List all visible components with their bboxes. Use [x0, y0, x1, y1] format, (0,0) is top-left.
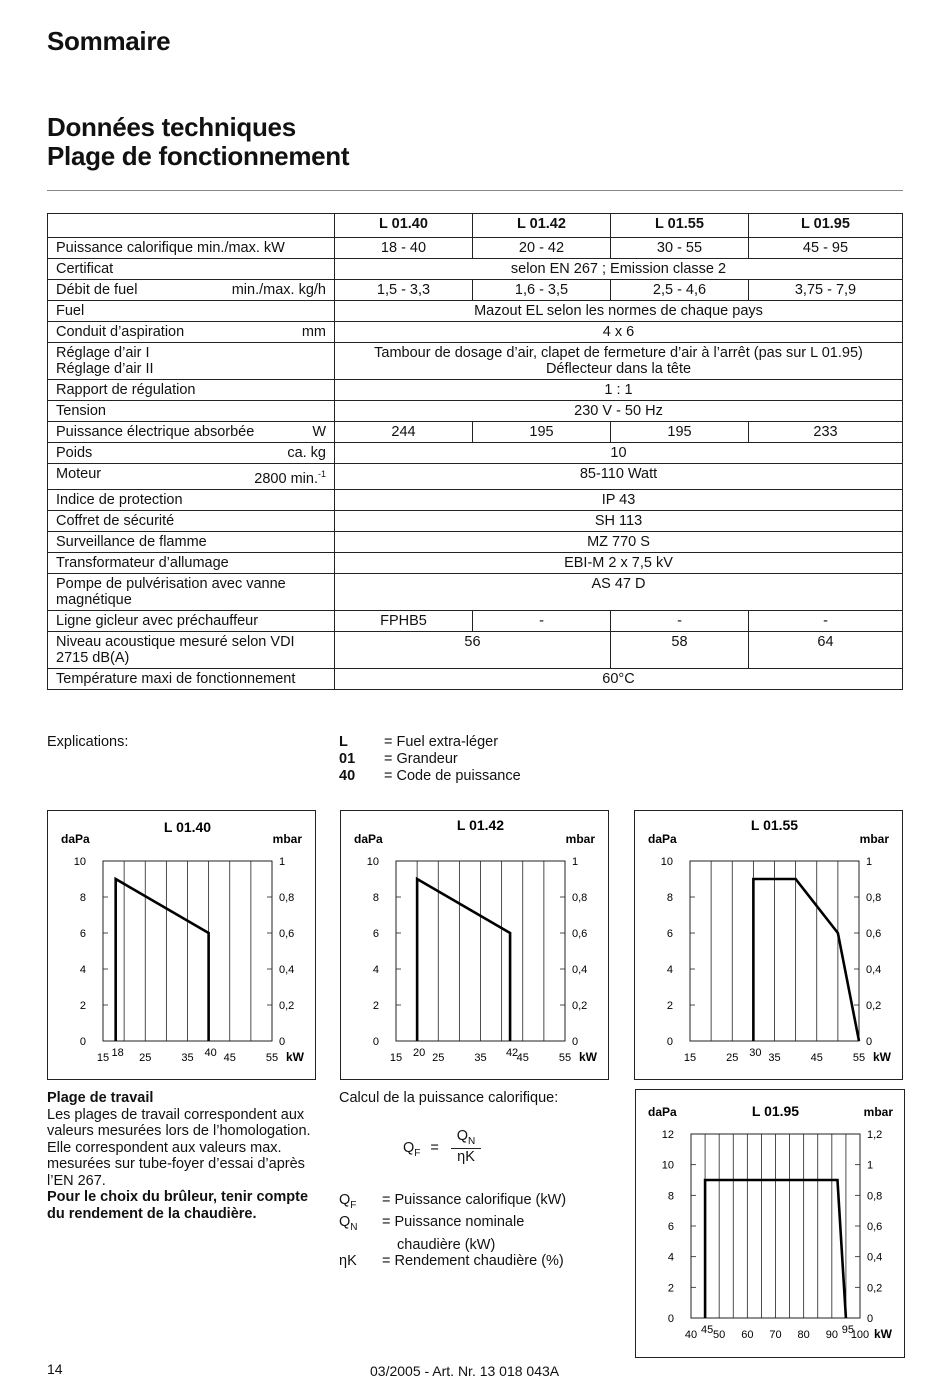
series-line — [417, 879, 510, 1041]
span-cell — [335, 668, 903, 689]
table-row — [48, 280, 903, 301]
y-tick-label-right: 0,4 — [572, 964, 588, 976]
row-label-cell — [48, 401, 335, 422]
x-tick-label: 15 — [96, 1052, 110, 1064]
row-label-cell — [48, 464, 335, 490]
row-label-line — [56, 466, 326, 487]
x-axis-label: kW — [579, 1050, 597, 1064]
value-cell: FPHB5 — [335, 610, 473, 631]
x-tick-label: 80 — [797, 1329, 810, 1341]
value-cell: 3,75 - 7,9 — [749, 280, 903, 301]
legend-symbol — [339, 1253, 382, 1270]
row-label-cell — [48, 422, 335, 443]
table-row — [48, 259, 903, 280]
span-text: EBI-M 2 x 7,5 kV — [564, 554, 673, 571]
x-tick-label: 90 — [825, 1329, 838, 1341]
explanations-list — [339, 734, 521, 785]
work-range-title: Plage de travail — [47, 1090, 154, 1106]
row-label: Coffret de sécurité — [56, 512, 175, 529]
chart-l0140 — [47, 810, 316, 1080]
row-label-line — [56, 303, 326, 319]
row-label: Puissance calorifique min./max. kW — [56, 240, 285, 256]
value-cell: - — [473, 610, 611, 631]
chart-svg — [636, 1090, 904, 1357]
x-axis-label: kW — [873, 1050, 891, 1064]
explanation-item — [339, 734, 521, 751]
table-row — [48, 631, 903, 668]
span-text: AS 47 D — [591, 575, 646, 592]
x-tick-label-extra: 40 — [204, 1047, 217, 1059]
row-label-line — [56, 424, 326, 440]
row-label-line — [56, 634, 326, 650]
work-range-text — [47, 1090, 327, 1222]
row-label: Niveau acoustique mesuré selon VDI — [56, 633, 295, 650]
y-tick-label-left: 10 — [366, 856, 379, 868]
row-label-line — [56, 445, 326, 461]
row-label: Poids — [56, 445, 93, 461]
y-tick-label-left: 2 — [79, 1000, 86, 1012]
row-label-line — [56, 282, 326, 298]
value-cell: 195 — [611, 422, 749, 443]
span-cell — [335, 443, 903, 464]
x-tick-label: 15 — [683, 1052, 697, 1064]
span-text: MZ 770 S — [587, 533, 650, 550]
row-unit-text: min./max. kg/h — [231, 282, 326, 298]
y-tick-label-right: 0,6 — [279, 928, 295, 940]
y-tick-label-right: 1,2 — [867, 1129, 883, 1141]
row-label-cell — [48, 668, 335, 689]
span-text: 1 : 1 — [604, 382, 633, 398]
span-text: selon EN 267 ; Emission classe 2 — [510, 261, 727, 277]
span-text: 85-110 Watt — [579, 466, 658, 482]
span-text: IP 43 — [601, 491, 636, 508]
value-cell: 244 — [335, 422, 473, 443]
page-number: 14 — [47, 1361, 63, 1377]
span-cell — [335, 301, 903, 322]
x-tick-label: 55 — [558, 1052, 572, 1064]
row-label-cell — [48, 610, 335, 631]
row-label-cell — [48, 343, 335, 380]
span-cell — [335, 259, 903, 280]
y-tick-label-right: 0,8 — [572, 892, 588, 904]
row-label-cell — [48, 573, 335, 610]
chart-svg — [635, 811, 902, 1079]
row-label: Conduit d’aspiration — [56, 324, 185, 340]
row-label: Réglage d’air I — [56, 345, 150, 361]
x-tick-label: 40 — [684, 1329, 698, 1341]
table-row — [48, 343, 903, 380]
span-cell — [335, 489, 903, 510]
row-label-line — [56, 613, 326, 629]
table-row — [48, 238, 903, 259]
y-tick-label-left: 0 — [666, 1036, 673, 1048]
row-unit — [302, 324, 326, 340]
chart-title: L 01.55 — [750, 817, 799, 833]
row-label-2: magnétique — [56, 591, 132, 608]
value-cell: - — [749, 610, 903, 631]
model-header: L 01.95 — [749, 214, 903, 238]
chart-title: L 01.95 — [751, 1103, 800, 1119]
page-title-line1: Données techniques — [47, 112, 296, 142]
table-row — [48, 422, 903, 443]
y-tick-label-right: 0,8 — [866, 892, 882, 904]
span-text: 10 — [610, 445, 627, 461]
y-tick-label-right: 0,2 — [572, 1000, 588, 1012]
y-tick-label-right: 0,4 — [279, 964, 295, 976]
chart-l0195 — [635, 1089, 905, 1358]
section-title: Sommaire — [47, 26, 171, 56]
chart-svg — [341, 811, 608, 1079]
work-range-note: Pour le choix du brûleur, tenir compte du rendement de la chaudière. — [47, 1189, 309, 1222]
span-cell — [335, 464, 903, 490]
legend-text: = Puissance nominale — [382, 1214, 525, 1231]
y-tick-label-right: 0,8 — [867, 1190, 883, 1203]
x-tick-label: 60 — [741, 1329, 754, 1341]
row-label: Pompe de pulvérisation avec vanne — [56, 575, 286, 592]
row-unit-text: 2800 min. — [254, 470, 318, 487]
y-tick-label-right: 0 — [866, 1036, 873, 1048]
row-label-line — [56, 403, 326, 419]
row-label-cell — [48, 531, 335, 552]
y-tick-label-left: 10 — [73, 856, 86, 868]
table-row — [48, 610, 903, 631]
row-label-line — [56, 513, 326, 529]
y-tick-label-right: 0,2 — [866, 1000, 882, 1012]
span-cell — [335, 510, 903, 531]
row-unit-sup: -1 — [317, 469, 326, 479]
y-axis-label-left: daPa — [648, 832, 677, 846]
y-tick-label-left: 0 — [667, 1313, 674, 1325]
table-row — [48, 401, 903, 422]
model-header: L 01.55 — [611, 214, 749, 238]
title-divider — [47, 190, 903, 191]
x-tick-label: 55 — [265, 1052, 279, 1064]
row-label-2: 2715 dB(A) — [56, 649, 130, 666]
chart-l0142 — [340, 810, 609, 1080]
y-axis-label-right: mbar — [863, 1105, 893, 1119]
explanation-key: L — [339, 734, 348, 750]
explanation-text: = Grandeur — [384, 751, 458, 767]
value-cell: - — [611, 610, 749, 631]
y-tick-label-left: 6 — [666, 928, 673, 940]
value-cell: 58 — [611, 631, 749, 668]
x-tick-label: 15 — [389, 1052, 403, 1064]
x-tick-label: 45 — [223, 1052, 236, 1064]
value-cell: 233 — [749, 422, 903, 443]
x-tick-label: 45 — [516, 1052, 529, 1064]
series-line — [116, 879, 209, 1041]
table-row — [48, 380, 903, 401]
row-label-2: Réglage d’air II — [56, 361, 154, 377]
row-label-line — [56, 576, 326, 592]
span-text-2: Déflecteur dans la tête — [545, 361, 692, 377]
row-label: Puissance électrique absorbée — [56, 424, 255, 440]
span-text: 4 x 6 — [602, 324, 635, 340]
legend-symbol — [339, 1214, 382, 1236]
row-label: Surveillance de flamme — [56, 533, 207, 550]
row-label: Rapport de régulation — [56, 382, 196, 398]
x-tick-label: 55 — [852, 1052, 866, 1064]
span-text: Tambour de dosage d’air, clapet de fermeture d’air à l’arrêt (pas sur L 01.95) — [374, 345, 863, 361]
y-tick-label-left: 4 — [79, 964, 86, 976]
page-title — [47, 113, 349, 171]
table-row — [48, 489, 903, 510]
legend-sym: Q — [339, 1214, 351, 1231]
x-tick-label: 50 — [713, 1329, 726, 1341]
formula-num: Q — [456, 1128, 469, 1144]
x-tick-label-extra: 18 — [111, 1047, 124, 1059]
explanation-key: 01 — [339, 751, 356, 767]
row-label-cell — [48, 631, 335, 668]
row-label-cell — [48, 380, 335, 401]
value-cell: 30 - 55 — [611, 238, 749, 259]
row-label-line — [56, 261, 326, 277]
value-cell: 56 — [335, 631, 611, 668]
x-tick-label: 35 — [768, 1052, 781, 1064]
chart-title: L 01.40 — [163, 819, 212, 835]
row-label-cell — [48, 259, 335, 280]
y-tick-label-right: 0,6 — [866, 928, 882, 940]
table-row — [48, 668, 903, 689]
value-cell: 1,6 - 3,5 — [473, 280, 611, 301]
y-tick-label-right: 0,2 — [867, 1282, 883, 1295]
span-cell — [335, 531, 903, 552]
chart-l0155 — [634, 810, 903, 1080]
row-label: Transformateur d’allumage — [56, 554, 229, 571]
y-tick-label-left: 2 — [667, 1282, 674, 1295]
table-row — [48, 464, 903, 490]
y-tick-label-left: 2 — [372, 1000, 379, 1012]
x-tick-label-extra: 30 — [749, 1047, 762, 1059]
x-tick-label: 70 — [769, 1329, 782, 1341]
explanation-text: = Fuel extra-léger — [384, 734, 499, 750]
y-axis-label-left: daPa — [61, 832, 90, 846]
span-text: SH 113 — [594, 512, 643, 529]
table-header-row — [48, 214, 903, 238]
row-label-line — [56, 240, 326, 256]
x-axis-label: kW — [286, 1050, 304, 1064]
y-axis-label-right: mbar — [272, 832, 302, 846]
y-tick-label-left: 8 — [79, 892, 86, 904]
row-label: Débit de fuel — [56, 282, 138, 298]
value-cell: 45 - 95 — [749, 238, 903, 259]
table-header-empty — [48, 214, 335, 238]
y-tick-label-left: 4 — [667, 1251, 674, 1264]
legend-sym: Q — [339, 1192, 351, 1208]
y-tick-label-left: 10 — [660, 856, 673, 868]
row-unit-text: mm — [301, 324, 326, 340]
y-tick-label-left: 6 — [667, 1221, 674, 1233]
y-axis-label-left: daPa — [648, 1105, 677, 1119]
x-tick-label: 25 — [432, 1052, 445, 1064]
y-tick-label-left: 4 — [372, 964, 379, 976]
tech-data-table — [47, 213, 903, 690]
row-label-line — [56, 382, 326, 398]
row-label-line — [56, 534, 326, 550]
legend-text: = Rendement chaudière (%) — [382, 1253, 564, 1270]
row-label: Température maxi de fonctionnement — [56, 670, 296, 687]
legend-item-cont — [339, 1237, 566, 1254]
row-unit — [254, 466, 326, 487]
x-tick-label-extra: 42 — [505, 1047, 519, 1059]
model-header: L 01.40 — [335, 214, 473, 238]
y-tick-label-right: 0,2 — [279, 1000, 295, 1012]
y-tick-label-left: 0 — [372, 1036, 379, 1048]
x-tick-label-extra: 20 — [413, 1047, 426, 1059]
row-unit-text: ca. kg — [287, 445, 326, 461]
row-label-line — [56, 671, 326, 687]
row-label-cell — [48, 238, 335, 259]
row-label: Indice de protection — [56, 491, 183, 508]
formula-equals: = — [430, 1140, 439, 1156]
row-unit — [312, 424, 326, 440]
y-tick-label-right: 0,6 — [572, 928, 588, 940]
table-row — [48, 301, 903, 322]
span-cell — [335, 573, 903, 610]
row-label-cell — [48, 510, 335, 531]
row-label: Moteur — [56, 466, 102, 482]
explanation-item — [339, 751, 521, 768]
span-text: Mazout EL selon les normes de chaque pays — [474, 303, 763, 319]
span-text: 60°C — [602, 670, 635, 687]
y-tick-label-left: 6 — [372, 928, 379, 940]
chart-svg — [48, 811, 315, 1079]
explanations-title: Explications: — [47, 734, 129, 750]
value-cell: 1,5 - 3,3 — [335, 280, 473, 301]
row-label-line — [56, 324, 326, 340]
x-tick-label: 45 — [810, 1052, 823, 1064]
row-unit-text: W — [312, 424, 326, 440]
row-label-line — [56, 555, 326, 571]
row-label-cell — [48, 443, 335, 464]
explanation-text: = Code de puissance — [384, 768, 521, 784]
row-unit — [287, 445, 326, 461]
formula-lhs: Q — [403, 1140, 415, 1156]
y-tick-label-right: 0 — [572, 1036, 579, 1048]
row-label-cell — [48, 301, 335, 322]
explanation-item — [339, 768, 521, 785]
y-tick-label-left: 8 — [666, 892, 673, 904]
value-cell: 2,5 - 4,6 — [611, 280, 749, 301]
value-cell: 18 - 40 — [335, 238, 473, 259]
span-cell — [335, 401, 903, 422]
table-row — [48, 510, 903, 531]
page-title-line2: Plage de fonctionnement — [47, 141, 350, 171]
span-cell — [335, 552, 903, 573]
row-label: Tension — [56, 403, 106, 419]
chart-title: L 01.42 — [456, 817, 505, 833]
formula-den: ηK — [457, 1148, 475, 1165]
table-row — [48, 552, 903, 573]
row-unit — [232, 282, 326, 298]
model-header: L 01.42 — [473, 214, 611, 238]
value-cell: 195 — [473, 422, 611, 443]
y-tick-label-left: 4 — [666, 964, 673, 976]
legend-item — [339, 1192, 566, 1214]
article-number: 03/2005 - Art. Nr. 13 018 043A — [370, 1363, 560, 1377]
formula-num-sub: N — [468, 1135, 476, 1147]
value-cell: 64 — [749, 631, 903, 668]
row-label-line — [56, 492, 326, 508]
x-tick-label: 35 — [474, 1052, 487, 1064]
y-tick-label-left: 0 — [79, 1036, 86, 1048]
series-line — [753, 879, 859, 1041]
x-tick-label: 25 — [139, 1052, 152, 1064]
legend-sym: ηK — [339, 1253, 357, 1270]
y-axis-label-right: mbar — [859, 832, 889, 846]
legend-text: = Puissance calorifique (kW) — [382, 1192, 567, 1208]
y-axis-label-right: mbar — [565, 832, 595, 846]
row-label-cell — [48, 552, 335, 573]
y-tick-label-right: 0,4 — [866, 964, 882, 976]
row-label-cell — [48, 322, 335, 343]
span-cell — [335, 322, 903, 343]
y-tick-label-right: 0,6 — [867, 1221, 883, 1233]
x-tick-label: 100 — [850, 1329, 870, 1341]
y-tick-label-left: 8 — [372, 892, 379, 904]
row-label: Ligne gicleur avec préchauffeur — [56, 612, 259, 629]
y-tick-label-right: 1 — [867, 1159, 874, 1172]
y-tick-label-right: 1 — [572, 856, 579, 868]
y-tick-label-left: 12 — [661, 1129, 674, 1141]
legend-symbol — [339, 1192, 382, 1214]
span-cell — [335, 343, 903, 380]
y-tick-label-right: 0,8 — [279, 892, 295, 904]
legend-item — [339, 1214, 566, 1236]
row-label-line — [56, 345, 326, 361]
x-axis-label: kW — [874, 1327, 892, 1341]
legend-item — [339, 1253, 566, 1270]
row-label-cell — [48, 489, 335, 510]
y-tick-label-left: 2 — [666, 1000, 673, 1012]
table-row — [48, 443, 903, 464]
y-tick-label-left: 10 — [661, 1159, 674, 1172]
y-tick-label-right: 0 — [279, 1036, 286, 1048]
y-tick-label-right: 0,4 — [867, 1251, 883, 1264]
table-row — [48, 322, 903, 343]
span-cell — [335, 380, 903, 401]
value-cell: 20 - 42 — [473, 238, 611, 259]
y-tick-label-left: 8 — [667, 1190, 674, 1203]
span-text: 230 V - 50 Hz — [574, 403, 663, 419]
work-range-body: Les plages de travail correspondent aux valeurs mesurées lors de l’homologation. Elle correspondent aux valeurs max. mesurées sur tube-foyer d’essai d’après l’EN 267. — [47, 1106, 311, 1189]
x-tick-label: 35 — [181, 1052, 194, 1064]
row-label-cell — [48, 280, 335, 301]
x-tick-label-extra: 45 — [700, 1324, 714, 1336]
x-tick-label-extra: 95 — [841, 1324, 855, 1336]
y-tick-label-right: 1 — [866, 856, 873, 868]
y-tick-label-right: 0 — [867, 1313, 874, 1325]
row-label: Certificat — [56, 261, 114, 277]
y-axis-label-left: daPa — [354, 832, 383, 846]
y-tick-label-left: 6 — [79, 928, 86, 940]
calc-legend — [339, 1192, 566, 1270]
legend-sub: F — [350, 1199, 357, 1211]
row-label: Fuel — [56, 303, 85, 319]
y-tick-label-right: 1 — [279, 856, 286, 868]
table-row — [48, 531, 903, 552]
explanation-key: 40 — [339, 768, 356, 784]
formula-lhs-sub: F — [414, 1147, 421, 1159]
legend-sub: N — [350, 1222, 358, 1234]
legend-text-2: chaudière (kW) — [397, 1236, 496, 1253]
table-row — [48, 573, 903, 610]
calc-title: Calcul de la puissance calorifique: — [339, 1090, 559, 1106]
x-tick-label: 25 — [726, 1052, 739, 1064]
